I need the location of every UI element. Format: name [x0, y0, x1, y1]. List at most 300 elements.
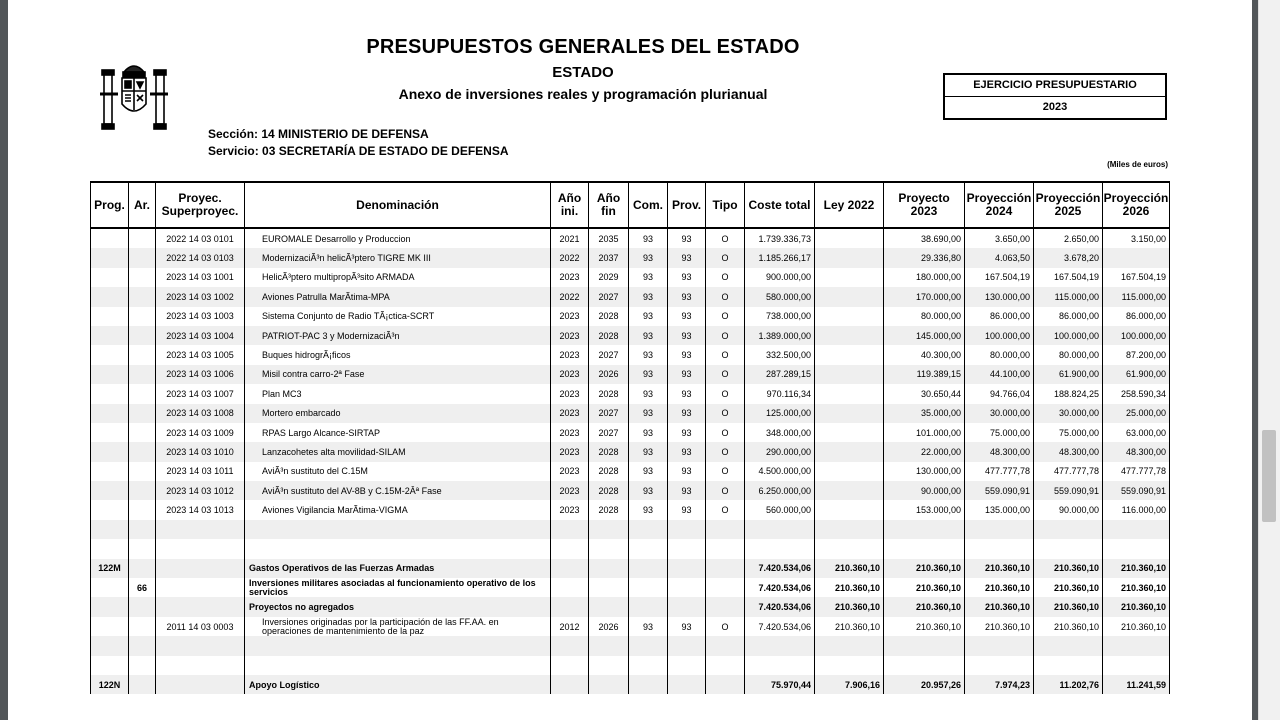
- tipo-cell: O: [706, 423, 745, 442]
- prog-cell: [91, 520, 129, 539]
- ano-ini-cell: [551, 520, 589, 539]
- proyecto-2023-cell: 153.000,00: [884, 500, 965, 519]
- proyeccion-2024-cell: 210.360,10: [965, 578, 1034, 597]
- tipo-cell: O: [706, 462, 745, 481]
- prog-cell: [91, 384, 129, 403]
- coste-total-cell: 4.500.000,00: [745, 462, 815, 481]
- ley-2022-cell: [815, 248, 884, 267]
- table-row: [91, 345, 1170, 364]
- proyecto-2023-cell: 30.650,44: [884, 384, 965, 403]
- coste-total-cell: 125.000,00: [745, 404, 815, 423]
- ar-cell: [129, 442, 156, 461]
- proyecto-2023-cell: 210.360,10: [884, 597, 965, 616]
- denominacion-cell: [245, 636, 551, 655]
- table-row: [91, 423, 1170, 442]
- column-header: Proyección 2024: [965, 182, 1034, 228]
- tipo-cell: [706, 597, 745, 616]
- proyeccion-2025-cell: 11.202,76: [1034, 675, 1103, 694]
- coste-total-cell: 1.389.000,00: [745, 326, 815, 345]
- table-row: [91, 559, 1170, 578]
- ano-fin-cell: [589, 520, 629, 539]
- column-header: Ley 2022: [815, 182, 884, 228]
- ano-fin-cell: 2028: [589, 326, 629, 345]
- com-cell: 93: [629, 248, 668, 267]
- column-header: Año ini.: [551, 182, 589, 228]
- document-title: PRESUPUESTOS GENERALES DEL ESTADO: [366, 36, 800, 58]
- ano-ini-cell: [551, 578, 589, 597]
- denominacion-cell: AviÃ³n sustituto del AV-8B y C.15M-2Âª Fase: [245, 481, 551, 500]
- ley-2022-cell: [815, 636, 884, 655]
- tipo-cell: O: [706, 384, 745, 403]
- ano-ini-cell: 2023: [551, 500, 589, 519]
- ano-fin-cell: [589, 559, 629, 578]
- coste-total-cell: 332.500,00: [745, 345, 815, 364]
- table-row: [91, 248, 1170, 267]
- tipo-cell: O: [706, 228, 745, 248]
- tipo-cell: O: [706, 326, 745, 345]
- denominacion-cell: Misil contra carro-2ª Fase: [245, 365, 551, 384]
- com-cell: 93: [629, 404, 668, 423]
- prog-cell: [91, 500, 129, 519]
- proyeccion-2024-cell: 86.000,00: [965, 307, 1034, 326]
- ley-2022-cell: [815, 326, 884, 345]
- ano-fin-cell: [589, 578, 629, 597]
- table-header-row: [91, 182, 1170, 228]
- proyeccion-2025-cell: 61.900,00: [1034, 365, 1103, 384]
- proyecto-code-cell: [156, 559, 245, 578]
- denominacion-cell: RPAS Largo Alcance-SIRTAP: [245, 423, 551, 442]
- prov-cell: 93: [668, 442, 706, 461]
- proyeccion-2024-cell: 167.504,19: [965, 268, 1034, 287]
- ano-ini-cell: 2023: [551, 384, 589, 403]
- proyeccion-2026-cell: [1103, 636, 1170, 655]
- ano-ini-cell: 2023: [551, 307, 589, 326]
- proyeccion-2025-cell: [1034, 656, 1103, 675]
- proyeccion-2026-cell: [1103, 520, 1170, 539]
- ar-cell: [129, 404, 156, 423]
- ar-cell: [129, 539, 156, 558]
- denominacion-cell: Buques hidrogrÃ¡ficos: [245, 345, 551, 364]
- proyeccion-2024-cell: 30.000,00: [965, 404, 1034, 423]
- proyeccion-2025-cell: [1034, 636, 1103, 655]
- ar-cell: [129, 675, 156, 694]
- document-subtitle: ESTADO: [552, 64, 614, 81]
- proyecto-code-cell: [156, 656, 245, 675]
- units-label: (Miles de euros): [1107, 160, 1168, 169]
- proyeccion-2024-cell: 75.000,00: [965, 423, 1034, 442]
- ley-2022-cell: 210.360,10: [815, 559, 884, 578]
- coste-total-cell: [745, 539, 815, 558]
- proyecto-2023-cell: 101.000,00: [884, 423, 965, 442]
- com-cell: [629, 539, 668, 558]
- prog-cell: [91, 539, 129, 558]
- proyecto-2023-cell: [884, 520, 965, 539]
- proyeccion-2025-cell: 2.650,00: [1034, 228, 1103, 248]
- column-header: Proyec. Superproyec.: [156, 182, 245, 228]
- coste-total-cell: [745, 636, 815, 655]
- table-row: [91, 228, 1170, 248]
- tipo-cell: [706, 656, 745, 675]
- ley-2022-cell: [815, 423, 884, 442]
- proyecto-code-cell: 2023 14 03 1005: [156, 345, 245, 364]
- proyeccion-2026-cell: 61.900,00: [1103, 365, 1170, 384]
- table-row: [91, 656, 1170, 675]
- coste-total-cell: 7.420.534,06: [745, 559, 815, 578]
- table-row: [91, 539, 1170, 558]
- proyecto-2023-cell: 90.000,00: [884, 481, 965, 500]
- proyecto-2023-cell: 119.389,15: [884, 365, 965, 384]
- denominacion-cell: ModernizaciÃ³n helicÃ³ptero TIGRE MK III: [245, 248, 551, 267]
- proyeccion-2024-cell: [965, 636, 1034, 655]
- proyecto-code-cell: 2023 14 03 1004: [156, 326, 245, 345]
- prog-cell: [91, 326, 129, 345]
- proyecto-code-cell: 2023 14 03 1010: [156, 442, 245, 461]
- proyeccion-2026-cell: [1103, 248, 1170, 267]
- prog-cell: [91, 656, 129, 675]
- prog-cell: [91, 287, 129, 306]
- ano-ini-cell: [551, 559, 589, 578]
- proyecto-code-cell: 2023 14 03 1001: [156, 268, 245, 287]
- tipo-cell: [706, 636, 745, 655]
- coste-total-cell: 290.000,00: [745, 442, 815, 461]
- tipo-cell: O: [706, 404, 745, 423]
- proyeccion-2024-cell: 94.766,04: [965, 384, 1034, 403]
- ar-cell: [129, 520, 156, 539]
- tipo-cell: [706, 578, 745, 597]
- table-row: [91, 520, 1170, 539]
- ar-cell: [129, 248, 156, 267]
- proyecto-code-cell: 2023 14 03 1008: [156, 404, 245, 423]
- proyecto-2023-cell: 80.000,00: [884, 307, 965, 326]
- proyecto-code-cell: 2023 14 03 1002: [156, 287, 245, 306]
- prov-cell: 93: [668, 481, 706, 500]
- coste-total-cell: 1.739.336,73: [745, 228, 815, 248]
- proyecto-2023-cell: [884, 636, 965, 655]
- coste-total-cell: [745, 656, 815, 675]
- com-cell: 93: [629, 345, 668, 364]
- proyeccion-2025-cell: 115.000,00: [1034, 287, 1103, 306]
- ano-ini-cell: [551, 597, 589, 616]
- column-header: Proyección 2025: [1034, 182, 1103, 228]
- ejercicio-label: EJERCICIO PRESUPUESTARIO: [945, 75, 1165, 97]
- ley-2022-cell: [815, 307, 884, 326]
- proyeccion-2025-cell: 90.000,00: [1034, 500, 1103, 519]
- proyecto-2023-cell: 170.000,00: [884, 287, 965, 306]
- coste-total-cell: 1.185.266,17: [745, 248, 815, 267]
- tipo-cell: O: [706, 481, 745, 500]
- ano-fin-cell: 2028: [589, 500, 629, 519]
- denominacion-cell: Inversiones militares asociadas al funcionamiento operativo de los servicios: [245, 578, 551, 597]
- prov-cell: 93: [668, 228, 706, 248]
- proyeccion-2026-cell: 210.360,10: [1103, 559, 1170, 578]
- proyecto-2023-cell: 20.957,26: [884, 675, 965, 694]
- prog-cell: [91, 578, 129, 597]
- proyeccion-2026-cell: 100.000,00: [1103, 326, 1170, 345]
- com-cell: 93: [629, 307, 668, 326]
- table-row: [91, 404, 1170, 423]
- denominacion-cell: Aviones Patrulla MarÃtima-MPA: [245, 287, 551, 306]
- com-cell: [629, 656, 668, 675]
- prov-cell: 93: [668, 307, 706, 326]
- ano-fin-cell: 2027: [589, 345, 629, 364]
- denominacion-cell: Inversiones originadas por la participación de las FF.AA. en operaciones de mantenimiento de la paz: [245, 617, 551, 636]
- proyeccion-2025-cell: [1034, 520, 1103, 539]
- ley-2022-cell: [815, 500, 884, 519]
- ar-cell: [129, 365, 156, 384]
- com-cell: 93: [629, 617, 668, 636]
- servicio-label: Servicio: 03 SECRETARÍA DE ESTADO DE DEFENSA: [208, 144, 509, 158]
- proyeccion-2024-cell: 100.000,00: [965, 326, 1034, 345]
- proyecto-2023-cell: 38.690,00: [884, 228, 965, 248]
- proyeccion-2026-cell: 115.000,00: [1103, 287, 1170, 306]
- proyeccion-2025-cell: 80.000,00: [1034, 345, 1103, 364]
- tipo-cell: O: [706, 248, 745, 267]
- ley-2022-cell: [815, 287, 884, 306]
- prov-cell: 93: [668, 404, 706, 423]
- ar-cell: [129, 384, 156, 403]
- com-cell: 93: [629, 462, 668, 481]
- ano-fin-cell: 2028: [589, 442, 629, 461]
- com-cell: 93: [629, 442, 668, 461]
- proyeccion-2026-cell: 48.300,00: [1103, 442, 1170, 461]
- ley-2022-cell: 210.360,10: [815, 578, 884, 597]
- coste-total-cell: 75.970,44: [745, 675, 815, 694]
- proyeccion-2025-cell: 210.360,10: [1034, 597, 1103, 616]
- coste-total-cell: 348.000,00: [745, 423, 815, 442]
- proyeccion-2025-cell: 188.824,25: [1034, 384, 1103, 403]
- prov-cell: [668, 636, 706, 655]
- denominacion-cell: EUROMALE Desarrollo y Produccion: [245, 228, 551, 248]
- prog-cell: [91, 307, 129, 326]
- prog-cell: [91, 597, 129, 616]
- proyeccion-2024-cell: 210.360,10: [965, 559, 1034, 578]
- coste-total-cell: 6.250.000,00: [745, 481, 815, 500]
- proyecto-code-cell: 2023 14 03 1007: [156, 384, 245, 403]
- ley-2022-cell: 210.360,10: [815, 597, 884, 616]
- ano-fin-cell: 2028: [589, 307, 629, 326]
- com-cell: 93: [629, 481, 668, 500]
- prog-cell: [91, 228, 129, 248]
- prog-cell: [91, 268, 129, 287]
- coste-total-cell: 580.000,00: [745, 287, 815, 306]
- investment-table: [90, 181, 1170, 694]
- ano-ini-cell: [551, 539, 589, 558]
- com-cell: 93: [629, 326, 668, 345]
- ar-cell: [129, 597, 156, 616]
- prov-cell: [668, 578, 706, 597]
- ano-fin-cell: [589, 675, 629, 694]
- ley-2022-cell: [815, 384, 884, 403]
- table-row: [91, 442, 1170, 461]
- proyeccion-2026-cell: 116.000,00: [1103, 500, 1170, 519]
- proyecto-2023-cell: 145.000,00: [884, 326, 965, 345]
- proyeccion-2024-cell: [965, 539, 1034, 558]
- ano-ini-cell: 2022: [551, 287, 589, 306]
- proyecto-code-cell: [156, 520, 245, 539]
- prov-cell: 93: [668, 462, 706, 481]
- ano-ini-cell: 2012: [551, 617, 589, 636]
- proyecto-2023-cell: 29.336,80: [884, 248, 965, 267]
- prov-cell: [668, 520, 706, 539]
- ano-fin-cell: 2026: [589, 617, 629, 636]
- proyeccion-2026-cell: [1103, 539, 1170, 558]
- ar-cell: [129, 481, 156, 500]
- ano-ini-cell: [551, 675, 589, 694]
- proyeccion-2025-cell: [1034, 539, 1103, 558]
- proyeccion-2025-cell: 210.360,10: [1034, 578, 1103, 597]
- coste-total-cell: 287.289,15: [745, 365, 815, 384]
- coste-total-cell: 7.420.534,06: [745, 617, 815, 636]
- prog-cell: [91, 345, 129, 364]
- prov-cell: 93: [668, 287, 706, 306]
- ano-fin-cell: [589, 597, 629, 616]
- proyeccion-2025-cell: 210.360,10: [1034, 617, 1103, 636]
- ano-fin-cell: 2027: [589, 423, 629, 442]
- proyeccion-2026-cell: 87.200,00: [1103, 345, 1170, 364]
- ano-ini-cell: 2023: [551, 423, 589, 442]
- proyecto-code-cell: 2023 14 03 1011: [156, 462, 245, 481]
- proyecto-code-cell: [156, 636, 245, 655]
- proyeccion-2024-cell: 210.360,10: [965, 597, 1034, 616]
- column-header: Denominación: [245, 182, 551, 228]
- proyecto-2023-cell: [884, 656, 965, 675]
- proyeccion-2025-cell: 86.000,00: [1034, 307, 1103, 326]
- prog-cell: [91, 442, 129, 461]
- proyecto-code-cell: 2023 14 03 1006: [156, 365, 245, 384]
- tipo-cell: O: [706, 365, 745, 384]
- prog-cell: [91, 481, 129, 500]
- coste-total-cell: 7.420.534,06: [745, 578, 815, 597]
- coste-total-cell: 900.000,00: [745, 268, 815, 287]
- ano-ini-cell: [551, 656, 589, 675]
- ano-fin-cell: 2037: [589, 248, 629, 267]
- ano-fin-cell: 2027: [589, 404, 629, 423]
- prog-cell: [91, 248, 129, 267]
- table-row: [91, 617, 1170, 636]
- ano-fin-cell: [589, 636, 629, 655]
- prov-cell: [668, 597, 706, 616]
- ano-ini-cell: [551, 636, 589, 655]
- table-row: [91, 597, 1170, 616]
- ley-2022-cell: [815, 442, 884, 461]
- prog-cell: [91, 462, 129, 481]
- table-row: [91, 500, 1170, 519]
- ley-2022-cell: [815, 481, 884, 500]
- tipo-cell: [706, 559, 745, 578]
- ano-ini-cell: 2023: [551, 345, 589, 364]
- scrollbar-thumb[interactable]: [1262, 430, 1276, 522]
- ano-fin-cell: [589, 656, 629, 675]
- proyeccion-2024-cell: 44.100,00: [965, 365, 1034, 384]
- tipo-cell: O: [706, 287, 745, 306]
- proyecto-code-cell: [156, 578, 245, 597]
- ar-cell: [129, 617, 156, 636]
- proyecto-code-cell: [156, 675, 245, 694]
- table-row: [91, 326, 1170, 345]
- com-cell: [629, 559, 668, 578]
- proyeccion-2025-cell: 559.090,91: [1034, 481, 1103, 500]
- prog-cell: [91, 636, 129, 655]
- prov-cell: 93: [668, 326, 706, 345]
- proyeccion-2025-cell: 477.777,78: [1034, 462, 1103, 481]
- proyeccion-2024-cell: 48.300,00: [965, 442, 1034, 461]
- proyecto-code-cell: [156, 539, 245, 558]
- com-cell: [629, 578, 668, 597]
- ano-fin-cell: 2028: [589, 384, 629, 403]
- column-header: Tipo: [706, 182, 745, 228]
- ar-cell: [129, 636, 156, 655]
- scrollbar-track[interactable]: [1258, 0, 1280, 720]
- proyeccion-2025-cell: 167.504,19: [1034, 268, 1103, 287]
- table-row: [91, 268, 1170, 287]
- proyecto-2023-cell: 210.360,10: [884, 559, 965, 578]
- denominacion-cell: Apoyo Logístico: [245, 675, 551, 694]
- table-row: [91, 636, 1170, 655]
- com-cell: [629, 520, 668, 539]
- proyecto-2023-cell: 210.360,10: [884, 578, 965, 597]
- ley-2022-cell: [815, 656, 884, 675]
- denominacion-cell: PATRIOT-PAC 3 y ModernizaciÃ³n: [245, 326, 551, 345]
- denominacion-cell: Lanzacohetes alta movilidad-SILAM: [245, 442, 551, 461]
- proyeccion-2026-cell: 559.090,91: [1103, 481, 1170, 500]
- proyeccion-2025-cell: 210.360,10: [1034, 559, 1103, 578]
- ley-2022-cell: 210.360,10: [815, 617, 884, 636]
- prov-cell: 93: [668, 345, 706, 364]
- proyecto-2023-cell: 35.000,00: [884, 404, 965, 423]
- ano-fin-cell: 2029: [589, 268, 629, 287]
- proyecto-code-cell: 2022 14 03 0101: [156, 228, 245, 248]
- table-row: [91, 287, 1170, 306]
- ejercicio-year: 2023: [1042, 101, 1068, 113]
- proyeccion-2025-cell: 48.300,00: [1034, 442, 1103, 461]
- table-row: [91, 675, 1170, 694]
- proyeccion-2026-cell: 210.360,10: [1103, 578, 1170, 597]
- denominacion-cell: Aviones Vigilancia MarÃtima-VIGMA: [245, 500, 551, 519]
- denominacion-cell: Proyectos no agregados: [245, 597, 551, 616]
- denominacion-cell: [245, 656, 551, 675]
- tipo-cell: O: [706, 268, 745, 287]
- column-header: Prog.: [91, 182, 129, 228]
- ar-cell: 66: [129, 578, 156, 597]
- tipo-cell: [706, 675, 745, 694]
- table-row: [91, 307, 1170, 326]
- ano-ini-cell: 2023: [551, 481, 589, 500]
- ley-2022-cell: [815, 345, 884, 364]
- proyeccion-2025-cell: 100.000,00: [1034, 326, 1103, 345]
- ley-2022-cell: [815, 268, 884, 287]
- seccion-label: Sección: 14 MINISTERIO DE DEFENSA: [208, 127, 429, 141]
- com-cell: [629, 675, 668, 694]
- proyecto-2023-cell: 40.300,00: [884, 345, 965, 364]
- com-cell: 93: [629, 228, 668, 248]
- denominacion-cell: AviÃ³n sustituto del C.15M: [245, 462, 551, 481]
- table-row: [91, 365, 1170, 384]
- ar-cell: [129, 656, 156, 675]
- ley-2022-cell: [815, 228, 884, 248]
- column-header: Com.: [629, 182, 668, 228]
- com-cell: 93: [629, 500, 668, 519]
- proyeccion-2025-cell: 75.000,00: [1034, 423, 1103, 442]
- proyeccion-2026-cell: 210.360,10: [1103, 597, 1170, 616]
- proyeccion-2026-cell: 11.241,59: [1103, 675, 1170, 694]
- column-header: Proyección 2026: [1103, 182, 1170, 228]
- coste-total-cell: [745, 520, 815, 539]
- ar-cell: [129, 559, 156, 578]
- ano-ini-cell: 2022: [551, 248, 589, 267]
- tipo-cell: O: [706, 442, 745, 461]
- prog-cell: [91, 404, 129, 423]
- column-header: Ar.: [129, 182, 156, 228]
